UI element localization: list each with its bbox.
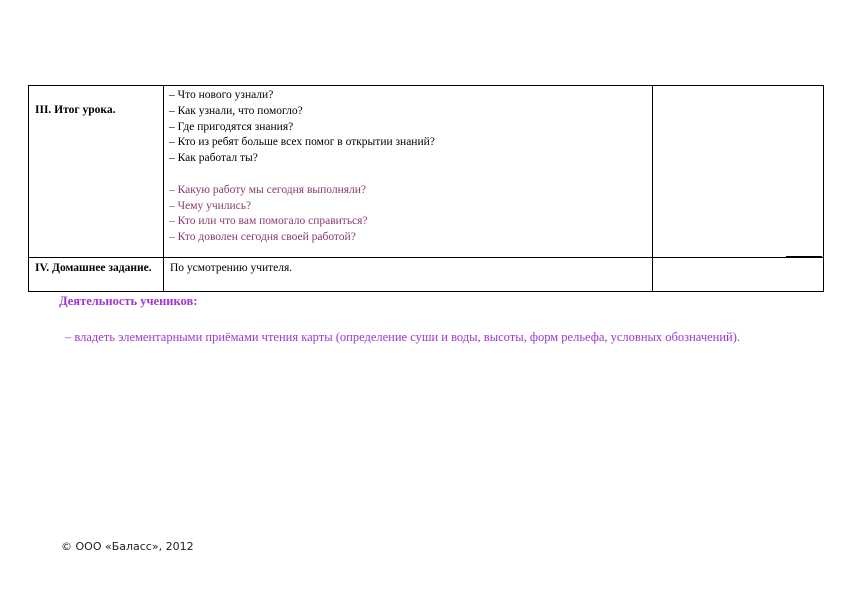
table-row bbox=[29, 258, 824, 292]
stage-cell bbox=[29, 86, 164, 258]
stage-cell bbox=[29, 258, 164, 292]
content-cell bbox=[164, 258, 653, 292]
reflection-question: – Чему учились? bbox=[169, 199, 252, 212]
question-list bbox=[164, 86, 652, 246]
reflection-question: – Какую работу мы сегодня выполняли? bbox=[169, 183, 367, 196]
stage-title: IV. Домашнее задание. bbox=[35, 262, 152, 274]
activity-heading: Деятельность учеников: bbox=[59, 294, 198, 308]
question-item: – Как работал ты? bbox=[169, 152, 258, 165]
stage-title: III. Итог урока. bbox=[35, 104, 116, 116]
question-item: – Как узнали, что помогло? bbox=[169, 104, 303, 117]
question-item: – Где пригодятся знания? bbox=[169, 120, 294, 133]
notes-cell bbox=[653, 86, 824, 258]
homework-text: По усмотрению учителя. bbox=[170, 262, 293, 274]
reflection-question: – Кто или что вам помогало справиться? bbox=[169, 215, 368, 228]
table-row bbox=[29, 86, 824, 258]
reflection-question: – Кто доволен сегодня своей работой? bbox=[169, 231, 356, 244]
activity-text: – владеть элементарными приёмами чтения карты (определение суши и воды, высоты, форм рельефа, условных обозначений). bbox=[65, 330, 741, 344]
lesson-plan-table bbox=[28, 85, 824, 292]
spacer bbox=[169, 167, 652, 183]
copyright-footer: © ООО «Баласс», 2012 bbox=[61, 540, 194, 553]
question-item: – Что нового узнали? bbox=[169, 89, 274, 101]
content-cell bbox=[164, 86, 653, 258]
border-mark bbox=[786, 256, 822, 258]
notes-cell bbox=[653, 258, 824, 292]
question-item: – Кто из ребят больше всех помог в открытии знаний? bbox=[169, 136, 435, 149]
